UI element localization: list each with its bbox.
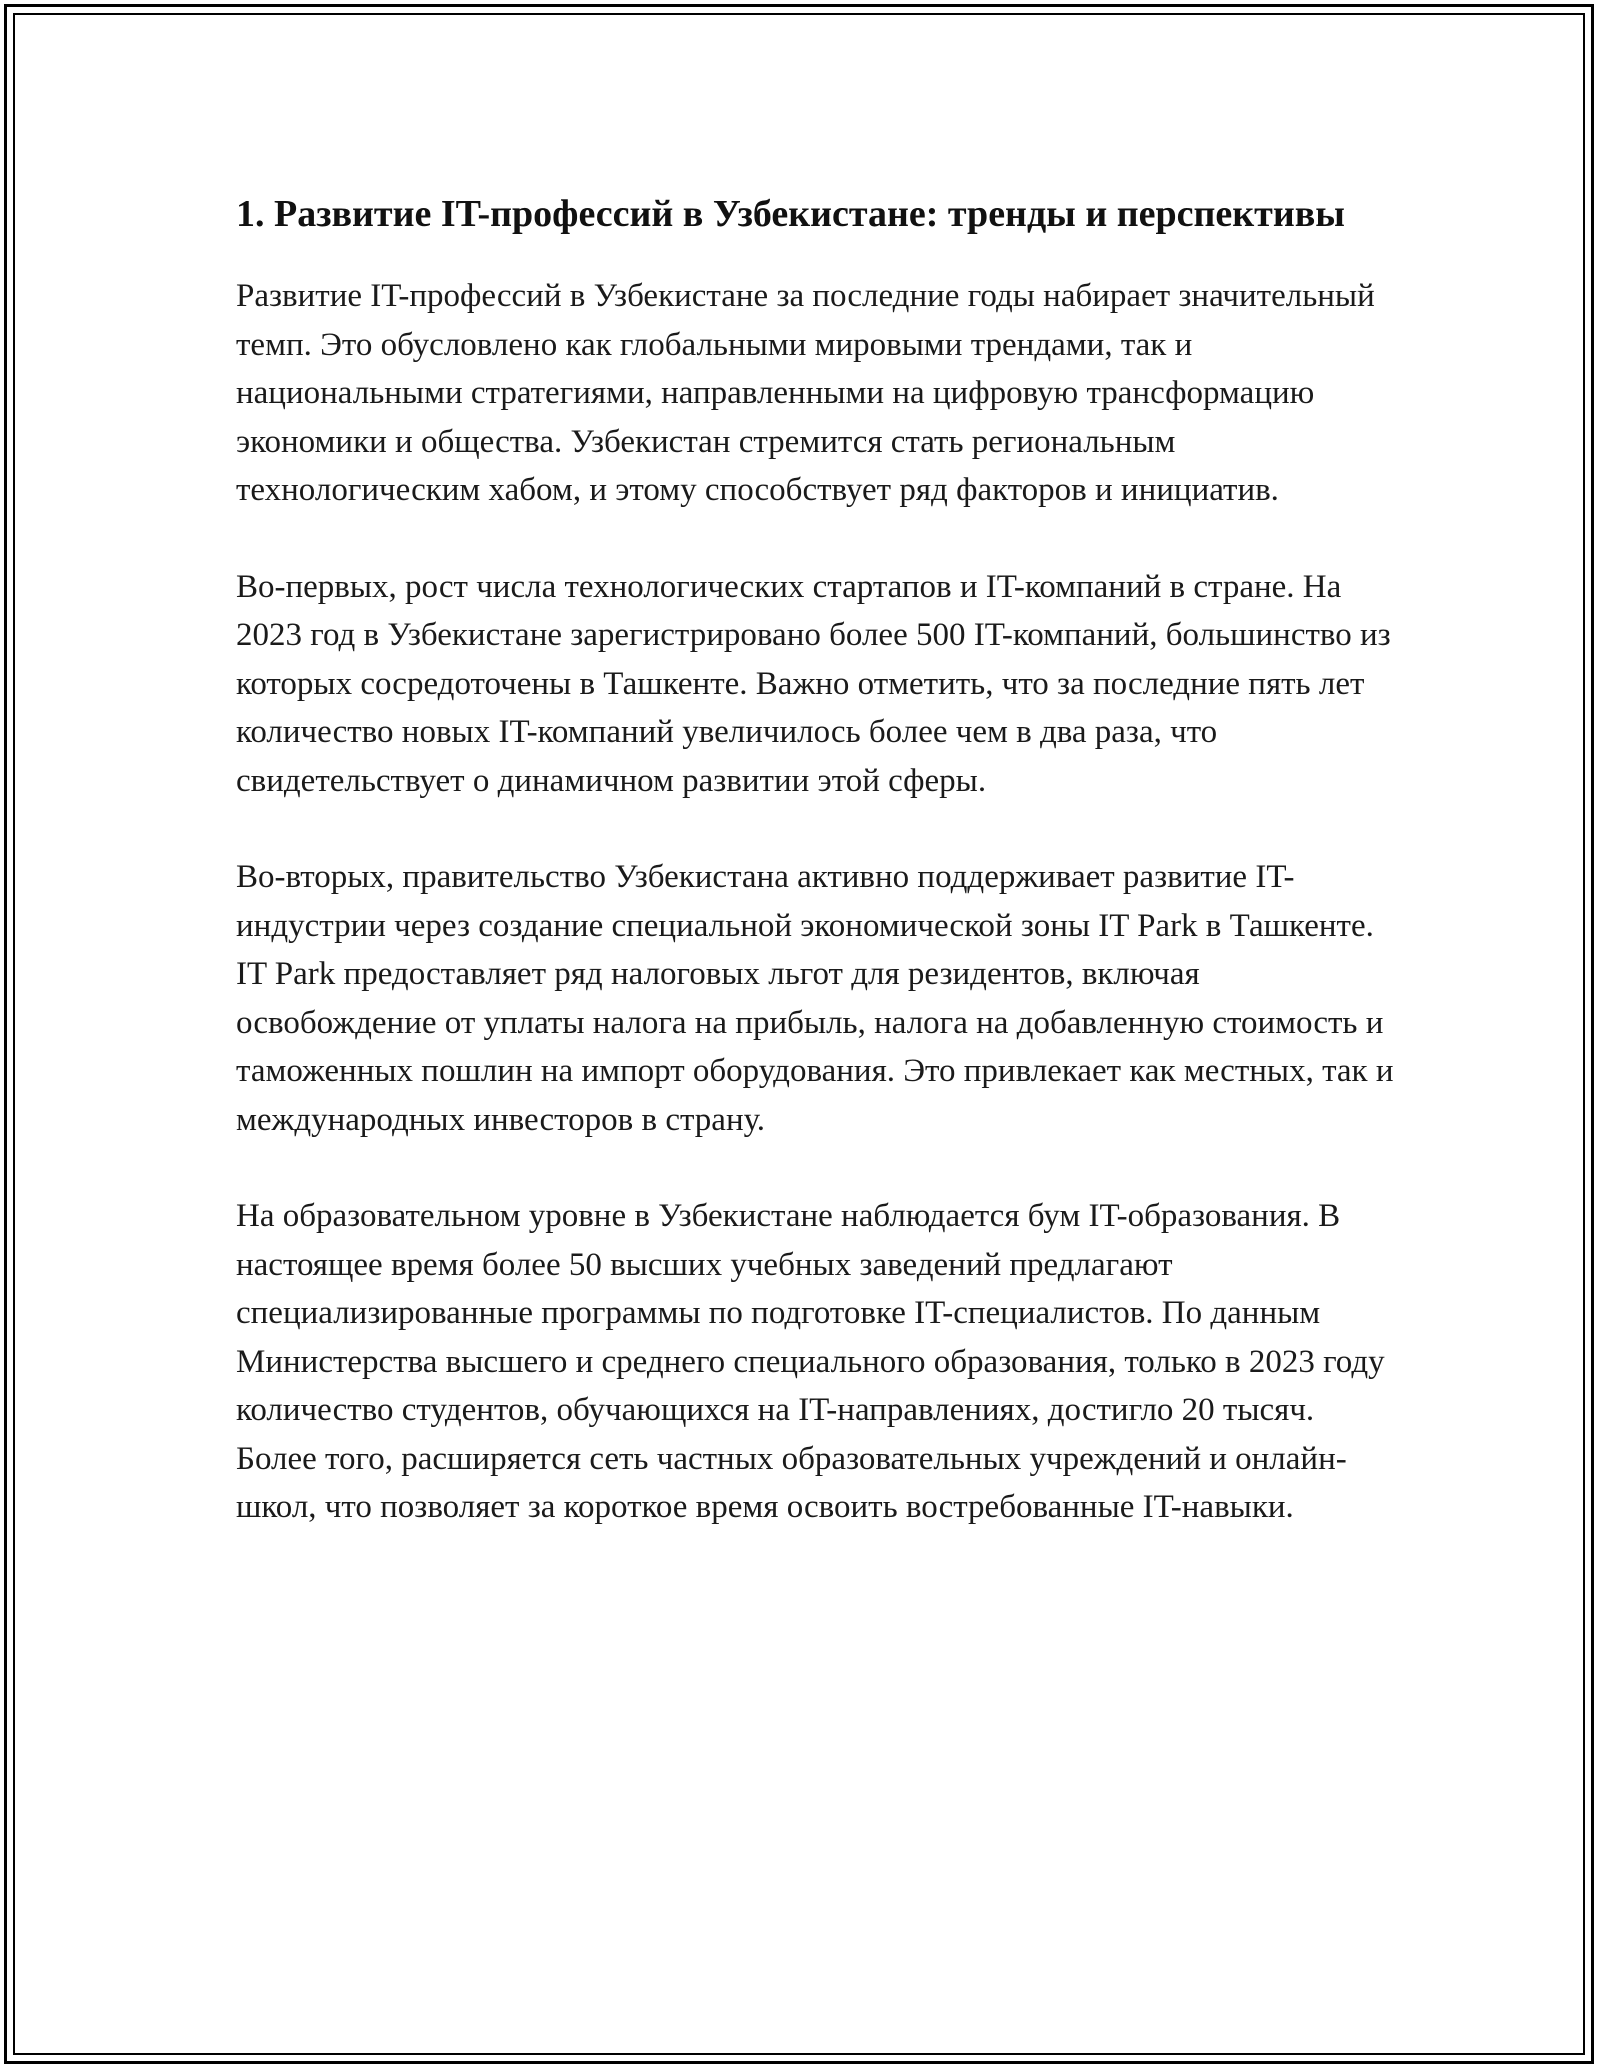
paragraph-startups: Во-первых, рост числа технологических стартапов и IT-компаний в стране. На 2023 год в Узбекистане зарегистрировано более 500 IT-компаний, большинство из которых сосредоточены в Ташкенте. Важно отметить, что за последние пять лет количество новых IT-компаний увеличилось более чем в два раза, что свидетельствует о динамичном развитии этой сферы. [236,568,1391,799]
paragraph-education: На образовательном уровне в Узбекистане наблюдается бум IT-образования. В настоящее время более 50 высших учебных заведений предлагают специализированные программы по подготовке IT-специалистов. По данным Министерства высшего и среднего специального образования, только в 2023 году количество студентов, обучающихся на IT-направлениях, достигло 20 тысяч. Более того, расширяется сеть частных образовательных учреждений и онлайн-школ, что позволяет за короткое время освоить востребованные IT-навыки. [236,1198,1385,1525]
paragraph-it-park: Во-вторых, правительство Узбекистана активно поддерживает развитие IT-индустрии через создание специальной экономической зоны IT Park в Ташкенте. IT Park предоставляет ряд налоговых льгот для резидентов, включая освобождение от уплаты налога на прибыль, налога на добавленную стоимость и таможенных пошлин на импорт оборудования. Это привлекает как местных, так и международных инвесторов в страну. [236,859,1394,1138]
paragraph-intro: Развитие IT-профессий в Узбекистане за последние годы набирает значительный темп. Это обусловлено как глобальными мировыми трендами, так и национальными стратегиями, направленными на цифровую трансформацию экономики и общества. Узбекистан стремится стать региональным технологическим хабом, и этому способствует ряд факторов и инициатив. [236,278,1375,508]
section-heading: 1. Развитие IT-профессий в Узбекистане: тренды и перспективы [236,193,1345,235]
document-page [236,186,1396,1580]
